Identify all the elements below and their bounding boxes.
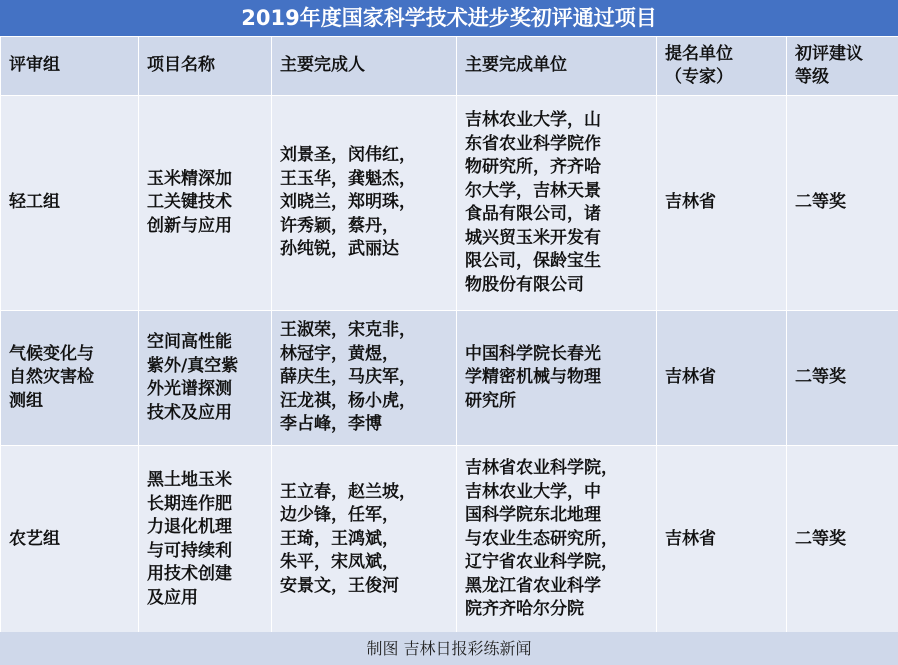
cell-level: 二等奖 [787,96,898,311]
cell-units [457,446,657,634]
cell-level: 二等奖 [787,446,898,634]
header-nominator-line1: 提名单位 [665,43,733,64]
cell-line: 城兴贸玉米开发有 [465,227,601,248]
table-row [1,311,898,446]
header-nominator-line2: （专家） [665,67,733,87]
cell-line: 限公司，保龄宝生 [465,251,601,271]
cell-line: 王玉华，龚魁杰， [280,168,416,189]
cell-line: 朱平，宋凤斌， [280,552,399,573]
table-row [1,446,898,634]
cell-line: 外光谱探测 [147,379,232,399]
cell-line: 气候变化与 [9,343,94,364]
cell-line: 薛庆生，马庆军， [280,367,416,388]
cell-line: 尔大学，吉林天景 [465,180,601,201]
cell-line: 与可持续利 [147,540,232,561]
cell-line: 测组 [9,390,43,411]
cell-line: 李占峰，李博 [280,414,382,435]
cell-line: 王琦，王鸿斌， [280,528,399,549]
cell-line: 吉林农业大学，山 [465,110,601,130]
cell-line: 食品有限公司，诸 [465,204,601,224]
cell-line: 与农业生态研究所， [465,528,618,549]
cell-line: 用技术创建 [147,564,232,584]
cell-units [457,96,657,311]
cell-people [272,311,457,446]
header-units: 主要完成单位 [457,37,657,96]
cell-line: 王淑荣，宋克非， [280,320,416,341]
cell-group [1,311,139,446]
image-credit: 制图 吉林日报彩练新闻 [0,632,898,665]
header-project: 项目名称 [139,37,272,96]
cell-project [139,311,272,446]
cell-group [1,96,139,311]
cell-line: 力退化机理 [147,517,232,537]
cell-line: 研究所 [465,390,516,411]
cell-line: 东省农业科学院作 [465,133,601,154]
cell-line: 吉林农业大学，中 [465,481,601,502]
cell-line: 许秀颖，蔡丹， [280,215,399,236]
cell-units [457,311,657,446]
header-group: 评审组 [1,37,139,96]
cell-line: 黑龙江省农业科学 [465,575,601,596]
cell-line: 吉林省农业科学院， [465,458,618,479]
cell-line: 空间高性能 [147,332,232,352]
cell-line: 轻工组 [9,192,60,213]
cell-group [1,446,139,634]
cell-nominator: 吉林省 [657,446,787,634]
cell-line: 国科学院东北地理 [465,505,601,526]
cell-line: 自然灾害检 [9,367,94,388]
cell-line: 孙纯锐，武丽达 [280,239,399,260]
cell-line: 辽宁省农业科学院， [465,552,618,573]
cell-nominator: 吉林省 [657,311,787,446]
page-title: 2019年度国家科学技术进步奖初评通过项目 [0,0,898,36]
award-table [0,36,898,634]
cell-line: 及应用 [147,587,198,608]
cell-line: 技术及应用 [147,402,232,423]
cell-line: 刘景圣，闵伟红， [280,145,416,166]
cell-line: 院齐齐哈尔分院 [465,599,584,620]
cell-project [139,446,272,634]
cell-line: 工关键技术 [147,192,232,213]
cell-line: 农艺组 [9,528,60,549]
cell-project [139,96,272,311]
cell-line: 林冠宇，黄煜， [280,343,399,364]
cell-line: 边少锋，任军， [280,505,399,526]
cell-line: 学精密机械与物理 [465,367,601,388]
header-level-line2: 等级 [795,67,829,87]
header-level [787,37,898,96]
cell-line: 中国科学院长春光 [465,343,601,364]
table-row [1,96,898,311]
table-header-row [1,37,898,96]
cell-people [272,446,457,634]
header-level-line1: 初评建议 [795,43,863,64]
cell-line: 玉米精深加 [147,168,232,189]
cell-line: 刘晓兰，郑明珠， [280,192,416,213]
cell-line: 王立春，赵兰坡， [280,481,416,502]
cell-level: 二等奖 [787,311,898,446]
cell-line: 创新与应用 [147,215,232,236]
cell-line: 物研究所，齐齐哈 [465,157,601,177]
cell-nominator: 吉林省 [657,96,787,311]
cell-line: 紫外/真空紫 [147,355,239,376]
header-nominator [657,37,787,96]
cell-line: 物股份有限公司 [465,274,584,295]
cell-people [272,96,457,311]
cell-line: 长期连作肥 [147,493,232,514]
cell-line: 汪龙祺，杨小虎， [280,390,416,411]
header-people: 主要完成人 [272,37,457,96]
cell-line: 安景文，王俊河 [280,575,399,596]
cell-line: 黑土地玉米 [147,470,232,490]
